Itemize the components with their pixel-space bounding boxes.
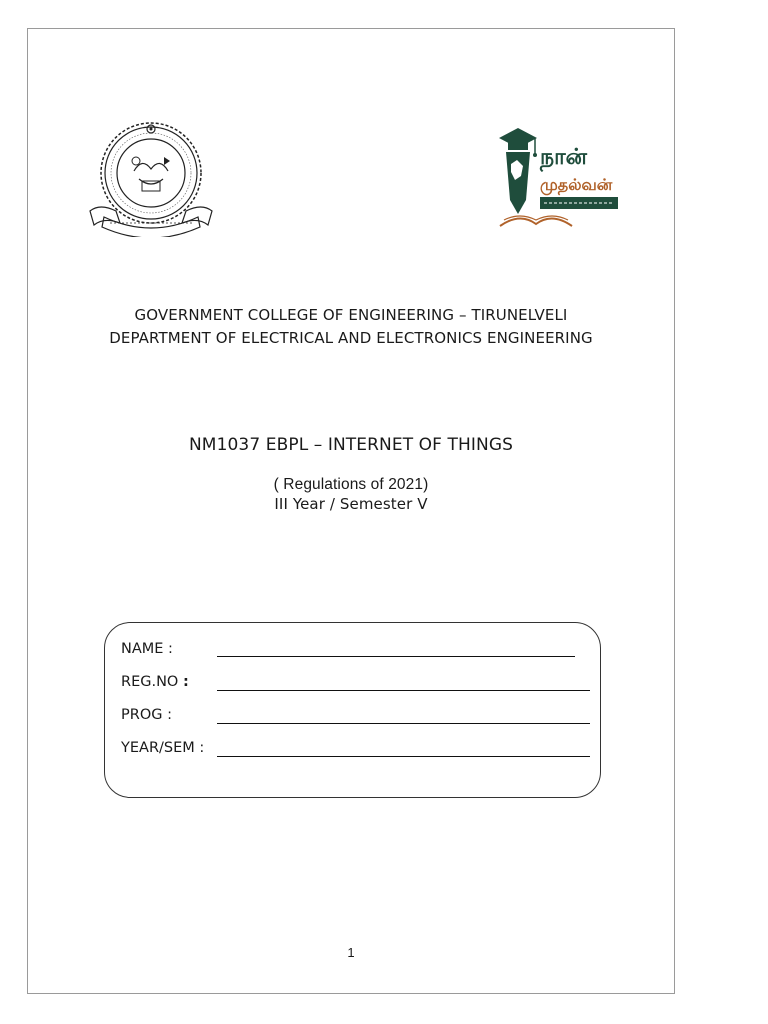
naan-mudhalvan-logo (496, 124, 621, 232)
name-field-line[interactable] (217, 656, 575, 657)
regulations-text: ( Regulations of 2021) (273, 476, 429, 493)
prog-label: PROG : (121, 707, 172, 723)
name-label: NAME : (121, 641, 173, 657)
svg-text:நான்: நான் (540, 145, 587, 170)
yearsem-label: YEAR/SEM : (121, 740, 205, 756)
student-details-box (104, 622, 601, 798)
prog-field-line[interactable] (217, 723, 590, 724)
page-number: 1 (347, 945, 355, 960)
document-page (27, 28, 675, 994)
course-title: NM1037 EBPL – INTERNET OF THINGS (188, 435, 514, 455)
regno-field-line[interactable] (217, 690, 590, 691)
regno-row (121, 674, 189, 690)
college-name: GOVERNMENT COLLEGE OF ENGINEERING – TIRUNELVELI (134, 306, 568, 324)
department-name: DEPARTMENT OF ELECTRICAL AND ELECTRONICS ENGINEERING (109, 329, 593, 347)
yearsem-field-line[interactable] (217, 756, 590, 757)
regno-label: REG.NO (121, 674, 179, 690)
college-emblem-logo (84, 121, 218, 237)
svg-text:முதல்வன்: முதல்வன் (540, 175, 613, 194)
year-semester-text: III Year / Semester V (274, 495, 428, 513)
regno-colon: : (182, 674, 189, 690)
